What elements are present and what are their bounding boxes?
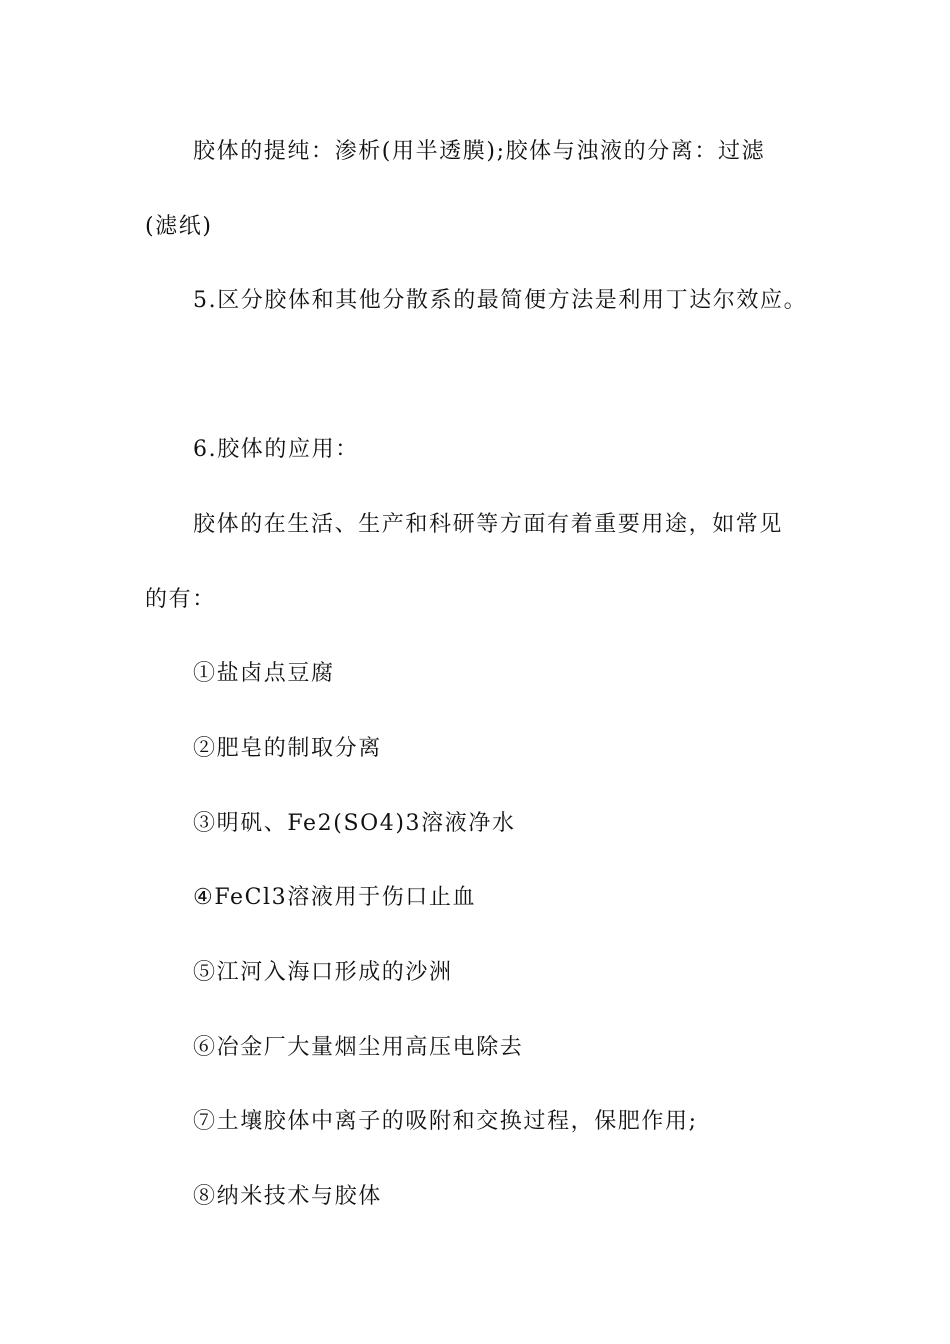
list-item-7: ⑦土壤胶体中离子的吸附和交换过程，保肥作用; xyxy=(193,1109,698,1134)
list-item-1: ①盐卤点豆腐 xyxy=(193,661,335,686)
list-item-4: ④FeCl3溶液用于伤口止血 xyxy=(193,885,477,910)
list-item-6: ⑥冶金厂大量烟尘用高压电除去 xyxy=(193,1035,524,1060)
paragraph-colloid-purification-continued: (滤纸) xyxy=(145,214,213,239)
paragraph-applications-intro-continued: 的有： xyxy=(145,587,216,612)
paragraph-applications-intro: 胶体的在生活、生产和科研等方面有着重要用途，如常见 xyxy=(193,512,784,537)
list-item-5: ⑤江河入海口形成的沙洲 xyxy=(193,960,453,985)
list-item-2: ②肥皂的制取分离 xyxy=(193,736,382,761)
heading-colloid-applications: 6.胶体的应用： xyxy=(193,437,359,462)
list-item-8: ⑧纳米技术与胶体 xyxy=(193,1184,382,1209)
point-5-tyndall-effect: 5.区分胶体和其他分散系的最简便方法是利用丁达尔效应。 xyxy=(193,288,808,313)
list-item-3: ③明矾、Fe2(SO4)3溶液净水 xyxy=(193,811,516,836)
paragraph-colloid-purification: 胶体的提纯：渗析(用半透膜);胶体与浊液的分离：过滤 xyxy=(193,139,766,164)
